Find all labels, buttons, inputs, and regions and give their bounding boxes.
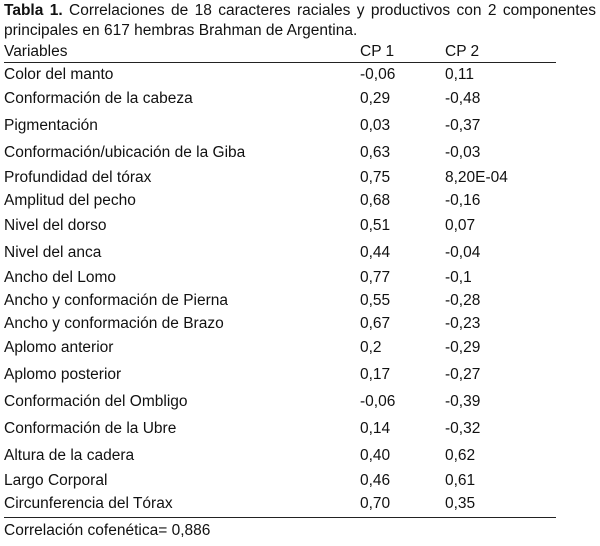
table-caption <box>4 0 596 41</box>
cp2-cell: -0,16 <box>445 191 481 209</box>
cp2-cell: 0,11 <box>445 65 475 83</box>
table-row <box>4 492 556 515</box>
table-caption-label: Tabla 1. <box>4 2 63 19</box>
cp2-cell: -0,27 <box>445 365 481 383</box>
variable-cell: Conformación/ubicación de la Giba <box>4 144 246 161</box>
table-row <box>4 335 556 361</box>
variable-cell: Conformación del Ombligo <box>4 392 188 410</box>
cp1-cell: 0,40 <box>360 447 391 464</box>
cp2-cell: -0,23 <box>445 314 481 332</box>
cp1-cell: 0,44 <box>360 243 391 261</box>
cp2-cell: -0,1 <box>445 268 472 286</box>
variable-cell: Ancho y conformación de Pierna <box>4 291 229 309</box>
variable-cell: Ancho del Lomo <box>4 268 117 286</box>
cp1-cell: 0,77 <box>360 268 391 286</box>
header-cp1: CP 1 <box>360 42 395 60</box>
cp1-cell: 0,55 <box>360 291 391 309</box>
correlation-table <box>4 41 556 518</box>
header-variables: Variables <box>4 42 68 60</box>
cp2-cell: 0,07 <box>445 216 476 234</box>
table-row <box>4 111 556 140</box>
cp1-cell: 0,70 <box>360 494 391 512</box>
table-row <box>4 443 556 469</box>
table-row <box>4 166 556 189</box>
table-row <box>4 361 556 388</box>
table-row <box>4 415 556 443</box>
variable-cell: Profundidad del tórax <box>4 168 152 186</box>
cp2-cell: 0,61 <box>445 471 476 489</box>
cp1-cell: 0,14 <box>360 420 391 437</box>
variable-cell: Circunferencia del Tórax <box>4 494 173 512</box>
table-footnote: Correlación cofenética= 0,886 <box>4 522 211 539</box>
variable-cell: Altura de la cadera <box>4 447 135 464</box>
cp2-cell: -0,28 <box>445 291 481 309</box>
cp1-cell: -0,06 <box>360 392 396 410</box>
cp2-cell: -0,48 <box>445 89 481 107</box>
variable-cell: Aplomo posterior <box>4 365 122 383</box>
table-row <box>4 239 556 266</box>
table-row <box>4 312 556 335</box>
cp1-cell: 0,75 <box>360 168 391 186</box>
cp1-cell: 0,17 <box>360 365 391 383</box>
cp1-cell: 0,46 <box>360 471 391 489</box>
table-bottom-rule <box>4 517 556 518</box>
variable-cell: Color del manto <box>4 65 114 83</box>
variable-cell: Pigmentación <box>4 116 98 134</box>
table-row <box>4 289 556 312</box>
cp1-cell: 0,67 <box>360 314 391 332</box>
variable-cell: Largo Corporal <box>4 471 108 489</box>
cp2-cell: -0,04 <box>445 243 481 261</box>
table-row <box>4 140 556 166</box>
variable-cell: Nivel del anca <box>4 243 102 261</box>
cp2-cell: -0,03 <box>445 144 481 161</box>
variable-cell: Conformación de la Ubre <box>4 420 177 437</box>
table-caption-text: Correlaciones de 18 caracteres raciales y productivos con 2 componentes principales en 617 hembras Brahman de Argentina. <box>4 2 596 39</box>
cp1-cell: 0,63 <box>360 144 391 161</box>
cp1-cell: 0,68 <box>360 191 391 209</box>
table-row <box>4 469 556 492</box>
variable-cell: Conformación de la cabeza <box>4 89 193 107</box>
cp1-cell: -0,06 <box>360 65 396 83</box>
cp2-cell: -0,39 <box>445 392 481 410</box>
variable-cell: Amplitud del pecho <box>4 191 136 209</box>
table-row <box>4 189 556 212</box>
cp1-cell: 0,51 <box>360 216 391 234</box>
cp2-cell: -0,29 <box>445 339 481 356</box>
cp2-cell: -0,37 <box>445 116 481 134</box>
cp1-cell: 0,03 <box>360 116 391 134</box>
cp1-cell: 0,2 <box>360 339 382 356</box>
header-cp2: CP 2 <box>445 42 480 60</box>
cp1-cell: 0,29 <box>360 89 391 107</box>
cp2-cell: -0,32 <box>445 420 481 437</box>
table-row <box>4 388 556 415</box>
table-row <box>4 212 556 239</box>
table-row <box>4 266 556 289</box>
cp2-cell: 8,20E-04 <box>445 168 508 186</box>
cp2-cell: 0,35 <box>445 494 476 512</box>
variable-cell: Nivel del dorso <box>4 216 107 234</box>
variable-cell: Aplomo anterior <box>4 339 114 356</box>
table-header-row <box>4 41 556 63</box>
cp2-cell: 0,62 <box>445 447 476 464</box>
table-row <box>4 63 556 86</box>
variable-cell: Ancho y conformación de Brazo <box>4 314 224 332</box>
table-row <box>4 86 556 111</box>
